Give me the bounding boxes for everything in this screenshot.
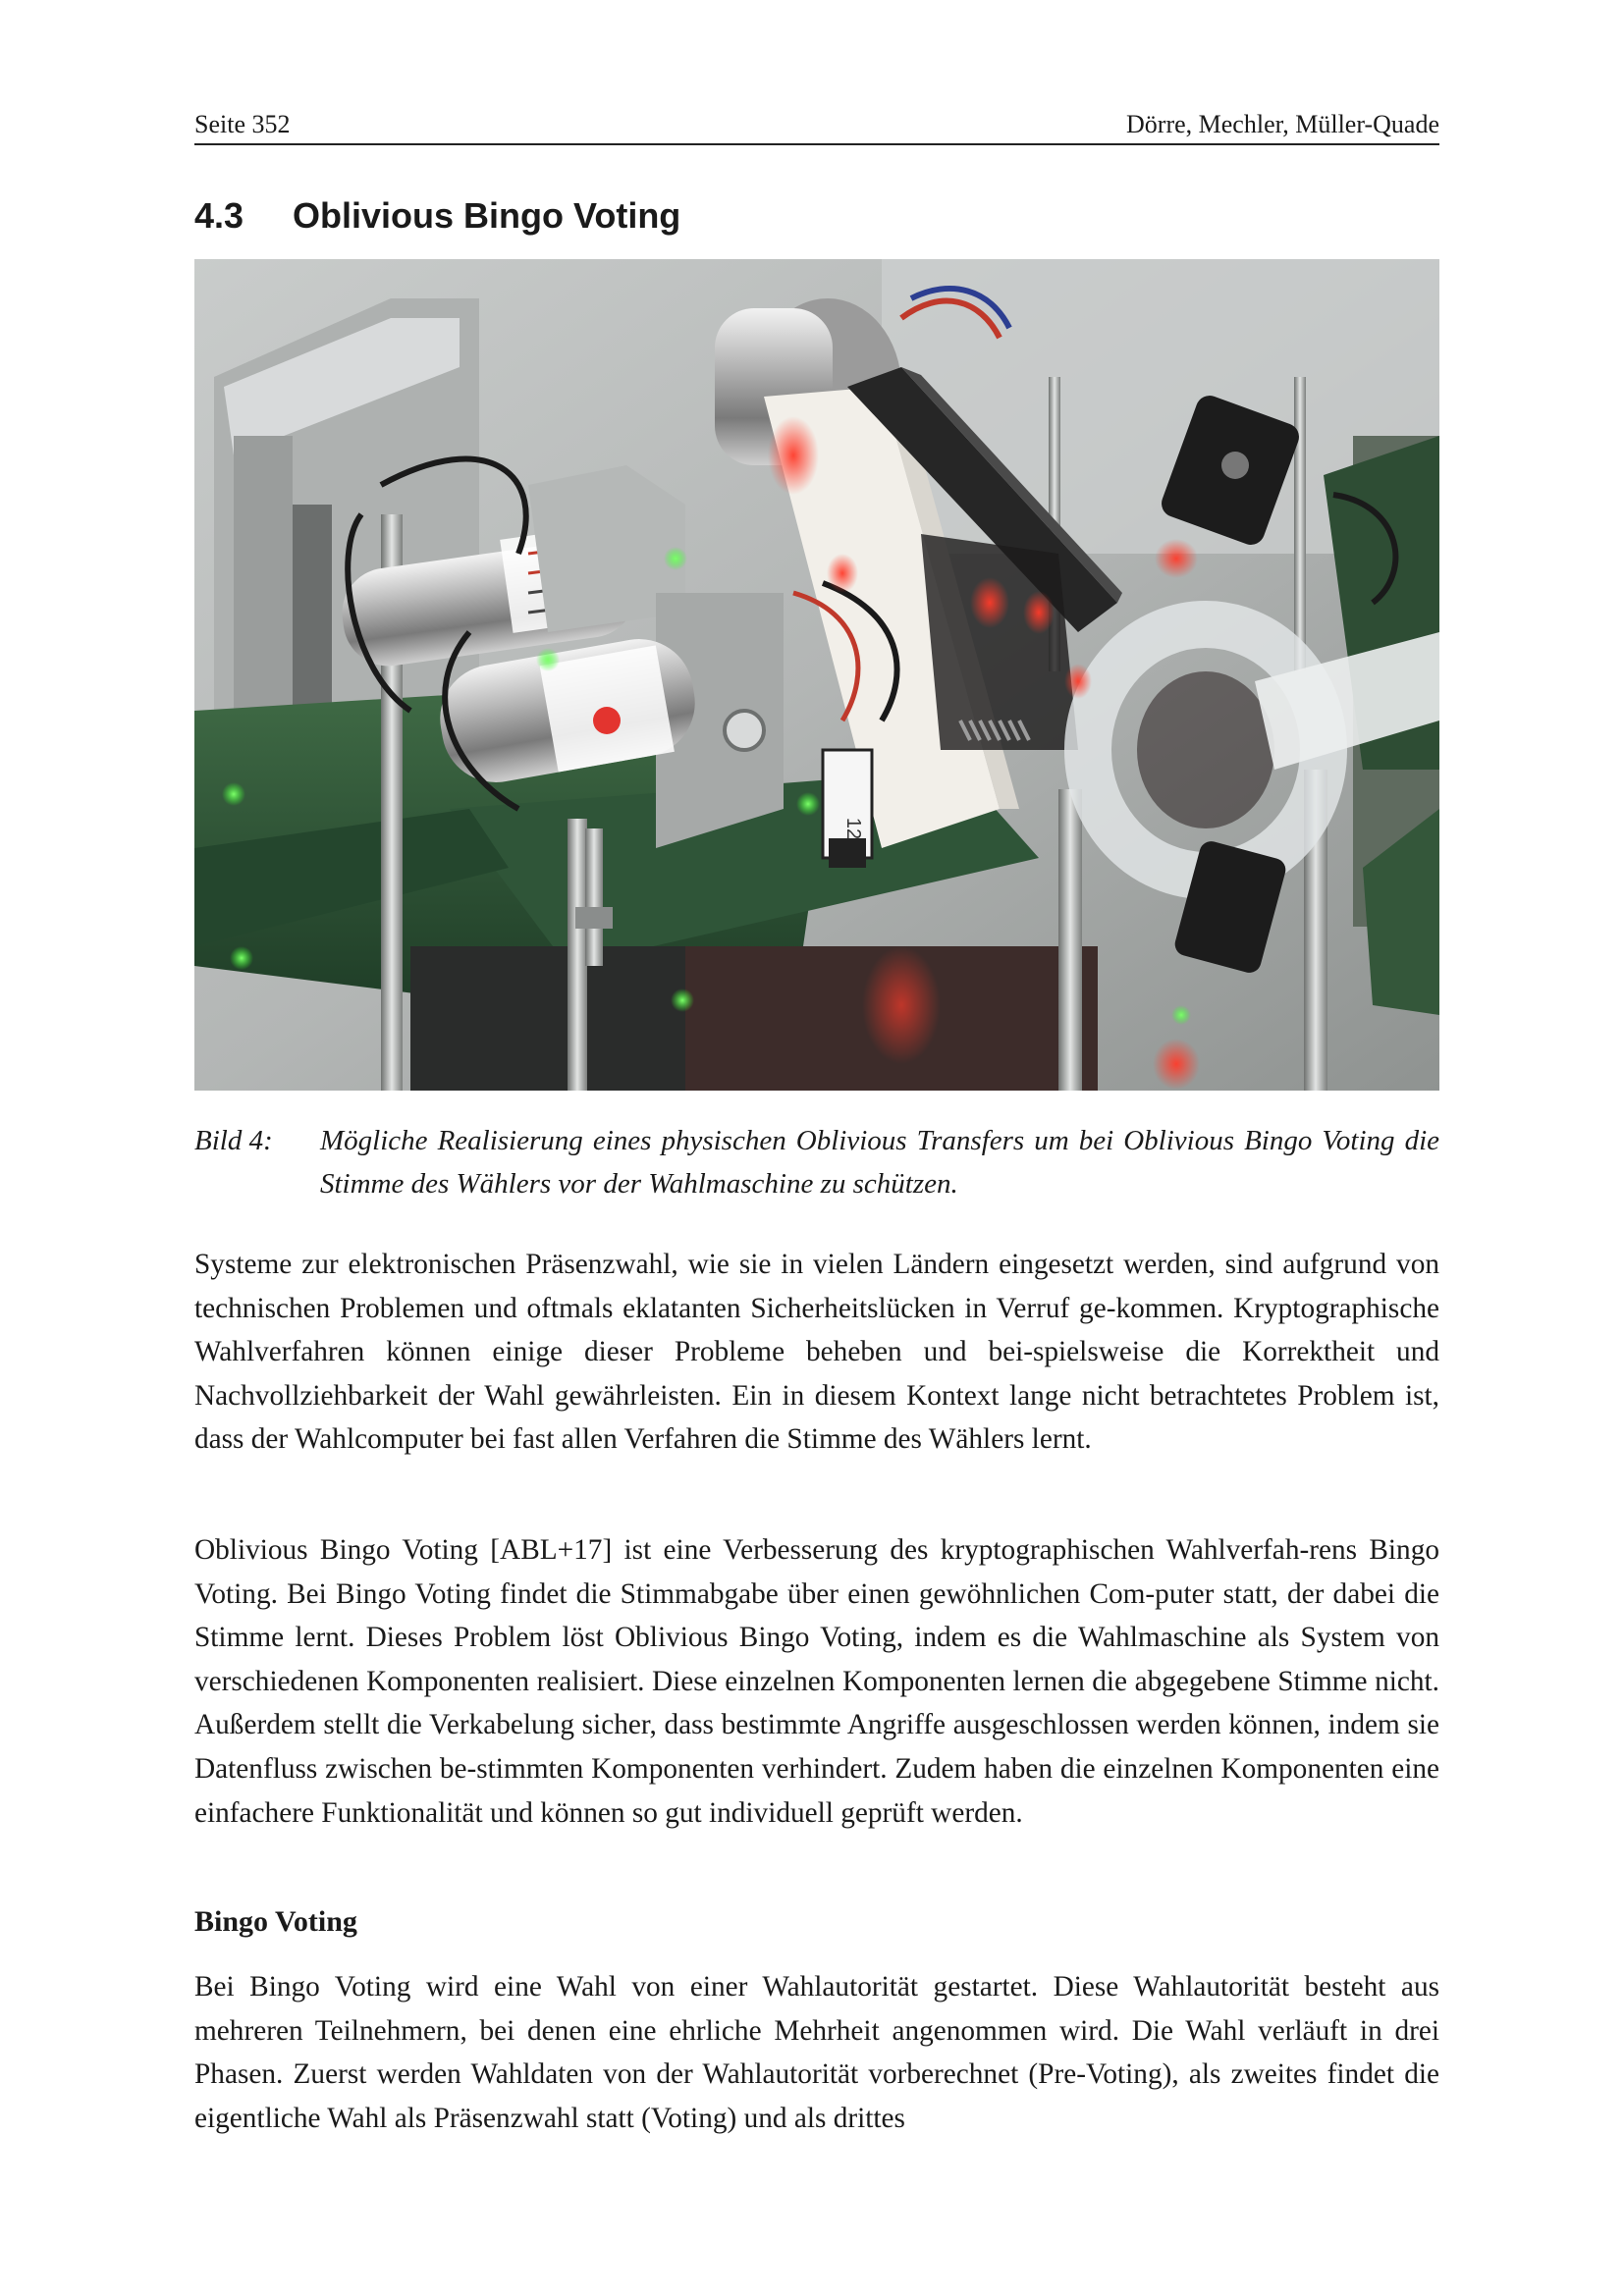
header-authors: Dörre, Mechler, Müller-Quade: [1126, 110, 1439, 138]
section-number: 4.3: [194, 195, 244, 236]
subheading-bingo-voting: Bingo Voting: [194, 1905, 357, 1938]
caption-label: Bild 4:: [194, 1125, 273, 1156]
figure-photo: [194, 259, 1439, 1091]
section-title: Oblivious Bingo Voting: [293, 195, 681, 236]
figure-caption: [194, 1119, 1439, 1205]
page: [194, 0, 1439, 2296]
paragraph-2: Oblivious Bingo Voting [ABL+17] ist eine Verbesserung des kryptographischen Wahlverfah-rens Bingo Voting. Bei Bingo Voting findet die Stimmabgabe über einen gewöhnlichen Com-puter statt, der dabei die Stimme lernt. Dieses Problem löst Oblivious Bingo Voting, indem es die Wahlmaschine als System von verschiedenen Komponenten realisiert. Diese einzelnen Komponenten lernen die abgegebene Stimme nicht. Außerdem stellt die Verkabelung sicher, dass bestimmte Angriffe ausgeschlossen werden können, indem sie Datenfluss zwischen be-stimmten Komponenten verhindert. Zudem haben die einzelnen Komponenten eine einfachere Funktionalität und können so gut individuell geprüft werden.: [194, 1534, 1439, 1829]
module-label: 12: [842, 817, 864, 840]
page-number: Seite 352: [194, 110, 291, 138]
section-heading: [194, 194, 680, 238]
paragraph-1: Systeme zur elektronischen Präsenzwahl, wie sie in vielen Ländern eingesetzt werden, sind aufgrund von technischen Problemen und oftmals eklatanten Sicherheitslücken in Verruf ge-kommen. Kryptographische Wahlverfahren können einige dieser Probleme beheben und bei-spielsweise die Korrektheit und Nachvollziehbarkeit der Wahl gewährleisten. Ein in diesem Kontext lange nicht betrachtetes Problem ist, dass der Wahlcomputer bei fast allen Verfahren die Stimme des Wählers lernt.: [194, 1249, 1439, 1456]
paragraph-3: Bei Bingo Voting wird eine Wahl von einer Wahlautorität gestartet. Diese Wahlautorität besteht aus mehreren Teilnehmern, bei denen eine ehrliche Mehrheit angenommen wird. Die Wahl verläuft in drei Phasen. Zuerst werden Wahldaten von der Wahlautorität vorberechnet (Pre-Voting), als zweites findet die eigentliche Wahl als Präsenzwahl statt (Voting) und als drittes: [194, 1971, 1439, 2134]
voting-hardware-photo: [194, 259, 1439, 1091]
caption-text: Mögliche Realisierung eines physischen Oblivious Transfers um bei Oblivious Bingo Voting die Stimme des Wählers vor der Wahlmaschine zu schützen.: [320, 1125, 1439, 1200]
running-header: [194, 110, 1439, 145]
